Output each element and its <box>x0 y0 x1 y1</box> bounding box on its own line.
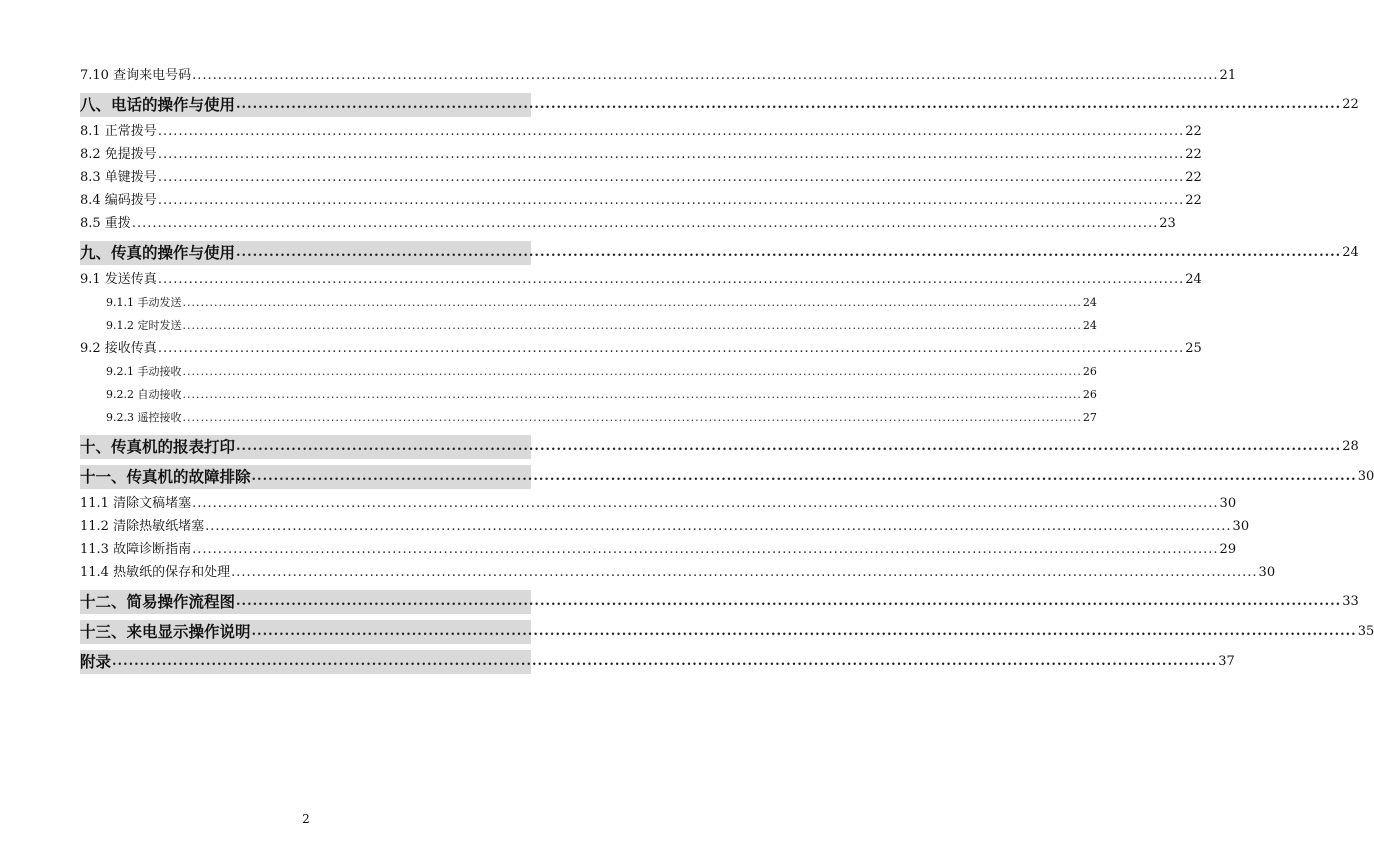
leader-dots: ........................................................................................................................................................................................................ <box>205 519 1232 534</box>
leader-dots: ........................................................................................................................................................................................................ <box>236 439 1342 454</box>
toc-subentry-title: 9.1.2 定时发送 <box>106 319 182 332</box>
toc-entry-title: 9.1 发送传真 <box>80 272 157 287</box>
toc-chapter-title: 附录 <box>80 652 112 671</box>
toc-entry[interactable] <box>80 212 1176 235</box>
toc-subentry[interactable] <box>80 314 1097 337</box>
toc-entry[interactable] <box>80 166 1202 189</box>
leader-dots: ........................................................................................................................................................................................................ <box>192 68 1219 83</box>
toc-entry-page: 23 <box>1159 216 1176 231</box>
toc-entry[interactable] <box>80 268 1202 291</box>
leader-dots: ........................................................................................................................................................................................................ <box>182 388 1082 401</box>
toc-chapter[interactable] <box>80 650 1235 674</box>
toc-subentry-title: 9.2.1 手动接收 <box>106 365 182 378</box>
toc-subentry-page: 26 <box>1082 388 1097 401</box>
toc-entry-page: 30 <box>1232 519 1250 534</box>
leader-dots: ........................................................................................................................................................................................................ <box>131 216 1159 231</box>
leader-dots: ........................................................................................................................................................................................................ <box>236 245 1342 260</box>
toc-subentry-title: 9.2.2 自动接收 <box>106 388 182 401</box>
toc-subentry-page: 24 <box>1082 319 1097 332</box>
toc-entry-title: 11.3 故障诊断指南 <box>80 542 192 557</box>
toc-chapter-title: 十一、传真机的故障排除 <box>80 467 251 486</box>
toc-subentry-title: 9.2.3 遥控接收 <box>106 411 182 424</box>
leader-dots: ........................................................................................................................................................................................................ <box>182 296 1082 309</box>
toc-subentry[interactable] <box>80 383 1097 406</box>
page-number: 2 <box>302 812 310 826</box>
leader-dots: ........................................................................................................................................................................................................ <box>157 193 1185 208</box>
toc-entry-title: 9.2 接收传真 <box>80 341 157 356</box>
toc-chapter-page: 33 <box>1342 594 1359 609</box>
toc-entry-title: 11.4 热敏纸的保存和处理 <box>80 565 231 580</box>
leader-dots: ........................................................................................................................................................................................................ <box>157 124 1185 139</box>
leader-dots: ........................................................................................................................................................................................................ <box>182 319 1082 332</box>
leader-dots: ........................................................................................................................................................................................................ <box>192 496 1219 511</box>
leader-dots: ........................................................................................................................................................................................................ <box>251 469 1357 484</box>
leader-dots: ........................................................................................................................................................................................................ <box>236 594 1342 609</box>
toc-chapter[interactable] <box>80 241 1359 265</box>
toc-entry-page: 21 <box>1219 68 1237 83</box>
toc-entry[interactable] <box>80 492 1237 515</box>
toc-entry[interactable] <box>80 120 1202 143</box>
toc-chapter-page: 35 <box>1357 624 1374 639</box>
toc-entry-title: 8.5 重拨 <box>80 216 131 231</box>
toc-entry-page: 29 <box>1219 542 1237 557</box>
toc-chapter-title: 十三、来电显示操作说明 <box>80 622 251 641</box>
toc-entry[interactable] <box>80 515 1250 538</box>
leader-dots: ........................................................................................................................................................................................................ <box>192 542 1219 557</box>
toc-entry[interactable] <box>80 143 1202 166</box>
toc-entry-page: 22 <box>1185 193 1202 208</box>
toc-entry[interactable] <box>80 337 1202 360</box>
toc-entry-title: 7.10 查询来电号码 <box>80 68 192 83</box>
toc-entry[interactable] <box>80 561 1276 584</box>
toc-chapter[interactable] <box>80 93 1359 117</box>
toc-chapter[interactable] <box>80 620 1374 644</box>
leader-dots: ........................................................................................................................................................................................................ <box>157 272 1185 287</box>
toc-entry-title: 8.2 免提拨号 <box>80 147 157 162</box>
toc-subentry-title: 9.1.1 手动发送 <box>106 296 182 309</box>
toc-entry-page: 24 <box>1185 272 1202 287</box>
toc-chapter-page: 24 <box>1342 245 1359 260</box>
toc-entry[interactable] <box>80 189 1202 212</box>
toc-subentry[interactable] <box>80 291 1097 314</box>
toc-entry[interactable] <box>80 538 1237 561</box>
toc-entry[interactable] <box>80 64 1237 87</box>
leader-dots: ........................................................................................................................................................................................................ <box>182 365 1082 378</box>
toc-chapter-title: 十二、简易操作流程图 <box>80 592 236 611</box>
toc-subentry-page: 24 <box>1082 296 1097 309</box>
toc-subentry[interactable] <box>80 360 1097 383</box>
toc-chapter-page: 22 <box>1342 97 1359 112</box>
toc-entry-title: 8.4 编码拨号 <box>80 193 157 208</box>
toc-chapter-page: 28 <box>1342 439 1359 454</box>
toc-entry-page: 25 <box>1185 341 1202 356</box>
toc-entry-title: 11.1 清除文稿堵塞 <box>80 496 192 511</box>
toc-entry-page: 22 <box>1185 147 1202 162</box>
leader-dots: ........................................................................................................................................................................................................ <box>236 97 1342 112</box>
toc-chapter-title: 八、电话的操作与使用 <box>80 95 236 114</box>
leader-dots: ........................................................................................................................................................................................................ <box>157 147 1185 162</box>
toc-subentry[interactable] <box>80 406 1097 429</box>
toc-chapter[interactable] <box>80 465 1374 489</box>
toc-entry-page: 30 <box>1258 565 1276 580</box>
leader-dots: ........................................................................................................................................................................................................ <box>251 624 1357 639</box>
leader-dots: ........................................................................................................................................................................................................ <box>231 565 1258 580</box>
toc-entry-title: 8.3 单键拨号 <box>80 170 157 185</box>
leader-dots: ........................................................................................................................................................................................................ <box>182 411 1082 424</box>
toc-subentry-page: 27 <box>1082 411 1097 424</box>
toc-entry-page: 22 <box>1185 170 1202 185</box>
toc-entry-title: 11.2 清除热敏纸堵塞 <box>80 519 205 534</box>
toc-chapter-title: 九、传真的操作与使用 <box>80 243 236 262</box>
table-of-contents <box>80 64 1374 677</box>
toc-chapter[interactable] <box>80 590 1359 614</box>
toc-chapter-page: 37 <box>1218 654 1235 669</box>
leader-dots: ........................................................................................................................................................................................................ <box>112 654 1218 669</box>
toc-chapter-page: 30 <box>1357 469 1374 484</box>
leader-dots: ........................................................................................................................................................................................................ <box>157 170 1185 185</box>
toc-subentry-page: 26 <box>1082 365 1097 378</box>
toc-entry-page: 22 <box>1185 124 1202 139</box>
toc-chapter[interactable] <box>80 435 1359 459</box>
leader-dots: ........................................................................................................................................................................................................ <box>157 341 1185 356</box>
toc-chapter-title: 十、传真机的报表打印 <box>80 437 236 456</box>
toc-entry-title: 8.1 正常拨号 <box>80 124 157 139</box>
toc-entry-page: 30 <box>1219 496 1237 511</box>
